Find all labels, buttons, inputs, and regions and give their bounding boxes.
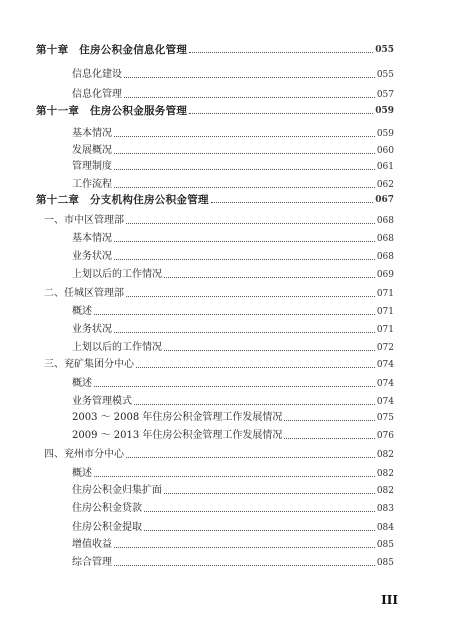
toc-entry-page: 085 (376, 558, 394, 568)
dot-leader (114, 241, 375, 242)
dot-leader (144, 530, 375, 531)
toc-item-entry[interactable] (72, 268, 394, 282)
dot-leader (189, 52, 373, 53)
dot-leader (284, 438, 374, 439)
toc-entry-label: 管理制度 (72, 161, 112, 172)
toc-entry-page: 082 (376, 450, 394, 460)
toc-item-entry[interactable] (72, 305, 394, 319)
toc-item-entry[interactable] (72, 484, 394, 498)
toc-entry-label: 住房公积金归集扩面 (72, 485, 162, 496)
toc-entry-label: 2009 ～ 2013 年住房公积金管理工作发展情况 (72, 430, 283, 441)
dot-leader (94, 314, 375, 315)
toc-entry-label: 概述 (72, 468, 92, 479)
toc-entry-label: 业务状况 (72, 324, 112, 335)
toc-entry-label: 二、任城区管理部 (44, 288, 124, 299)
toc-entry-label: 增值收益 (72, 539, 112, 550)
toc-entry-page: 082 (376, 486, 394, 496)
dot-leader (114, 187, 375, 188)
toc-entry-page: 055 (376, 70, 394, 80)
toc-item-entry[interactable] (72, 556, 394, 570)
toc-entry-label: 住房公积金贷款 (72, 503, 142, 514)
dot-leader (134, 404, 375, 405)
dot-leader (189, 113, 373, 114)
dot-leader (164, 350, 375, 351)
toc-item-entry[interactable] (72, 144, 394, 158)
toc-entry-label: 基本情况 (72, 233, 112, 244)
toc-entry-page: 059 (376, 129, 394, 139)
toc-entry-page: 074 (376, 360, 394, 370)
toc-item-entry[interactable] (72, 377, 394, 391)
toc-entry-page: 068 (376, 252, 394, 262)
page-number: III (381, 593, 398, 607)
toc-section-entry[interactable] (44, 358, 394, 372)
dot-leader (94, 476, 375, 477)
toc-item-entry[interactable] (72, 323, 394, 337)
toc-section-entry[interactable] (44, 287, 394, 301)
toc-chapter-entry[interactable] (36, 104, 394, 118)
dot-leader (114, 332, 375, 333)
toc-entry-page: 082 (376, 469, 394, 479)
toc-entry-page: 071 (376, 307, 394, 317)
toc-chapter-entry[interactable] (36, 193, 394, 207)
toc-section-entry[interactable] (44, 214, 394, 228)
toc-entry-page: 067 (375, 195, 394, 205)
toc-entry-label: 概述 (72, 306, 92, 317)
dot-leader (164, 493, 375, 494)
toc-entry-label: 基本情况 (72, 128, 112, 139)
dot-leader (114, 169, 375, 170)
toc-entry-label: 业务管理模式 (72, 396, 132, 407)
toc-entry-page: 069 (376, 270, 394, 280)
toc-item-entry[interactable] (72, 538, 394, 552)
toc-item-entry[interactable] (72, 127, 394, 141)
toc-entry-label: 工作流程 (72, 179, 112, 190)
toc-entry-page: 072 (376, 343, 394, 353)
toc-entry-page: 075 (376, 413, 394, 423)
toc-entry-label: 2003 ～ 2008 年住房公积金管理工作发展情况 (72, 412, 283, 423)
toc-entry-page: 076 (376, 431, 394, 441)
toc-entry-page: 071 (376, 325, 394, 335)
toc-entry-label: 一、市中区管理部 (44, 215, 124, 226)
dot-leader (284, 420, 374, 421)
dot-leader (144, 511, 375, 512)
toc-item-entry[interactable] (72, 68, 394, 82)
dot-leader (136, 367, 375, 368)
toc-entry-label: 业务状况 (72, 251, 112, 262)
toc-entry-page: 057 (376, 90, 394, 100)
toc-item-entry[interactable] (72, 250, 394, 264)
toc-entry-page: 068 (376, 216, 394, 226)
toc-entry-page: 085 (376, 540, 394, 550)
toc-entry-label: 信息化建设 (72, 69, 122, 80)
toc-entry-page: 074 (376, 397, 394, 407)
toc-entry-page: 084 (376, 523, 394, 533)
toc-entry-page: 060 (376, 146, 394, 156)
dot-leader (164, 277, 375, 278)
toc-entry-label: 第十一章 住房公积金服务管理 (36, 105, 188, 117)
dot-leader (114, 565, 375, 566)
toc-entry-label: 三、兖矿集团分中心 (44, 359, 134, 370)
dot-leader (114, 259, 375, 260)
dot-leader (94, 386, 375, 387)
toc-entry-label: 综合管理 (72, 557, 112, 568)
toc-item-entry[interactable] (72, 429, 394, 443)
toc-entry-label: 发展概况 (72, 145, 112, 156)
toc-entry-page: 071 (376, 289, 394, 299)
dot-leader (211, 202, 373, 203)
toc-item-entry[interactable] (72, 502, 394, 516)
toc-item-entry[interactable] (72, 467, 394, 481)
toc-item-entry[interactable] (72, 88, 394, 102)
toc-entry-page: 061 (376, 162, 394, 172)
dot-leader (126, 223, 375, 224)
toc-entry-page: 062 (376, 180, 394, 190)
toc-item-entry[interactable] (72, 341, 394, 355)
toc-entry-label: 第十章 住房公积金信息化管理 (36, 44, 188, 56)
dot-leader (124, 77, 375, 78)
toc-item-entry[interactable] (72, 160, 394, 174)
toc-entry-page: 068 (376, 234, 394, 244)
toc-entry-label: 第十二章 分支机构住房公积金管理 (36, 194, 209, 206)
dot-leader (126, 296, 375, 297)
dot-leader (126, 457, 375, 458)
toc-entry-label: 上划以后的工作情况 (72, 269, 162, 280)
toc-entry-label: 信息化管理 (72, 89, 122, 100)
toc-entry-label: 四、兖州市分中心 (44, 449, 124, 460)
toc-item-entry[interactable] (72, 232, 394, 246)
dot-leader (114, 547, 375, 548)
toc-section-entry[interactable] (44, 448, 394, 462)
toc-item-entry[interactable] (72, 521, 394, 535)
dot-leader (114, 153, 375, 154)
toc-item-entry[interactable] (72, 395, 394, 409)
toc-entry-label: 住房公积金提取 (72, 522, 142, 533)
toc-entry-label: 上划以后的工作情况 (72, 342, 162, 353)
toc-entry-page: 074 (376, 379, 394, 389)
toc-item-entry[interactable] (72, 411, 394, 425)
toc-chapter-entry[interactable] (36, 43, 394, 57)
toc-item-entry[interactable] (72, 178, 394, 192)
dot-leader (124, 97, 375, 98)
dot-leader (114, 136, 375, 137)
toc-entry-label: 概述 (72, 378, 92, 389)
toc-entry-page: 059 (375, 106, 394, 116)
toc-entry-page: 083 (376, 504, 394, 514)
toc-entry-page: 055 (375, 45, 394, 55)
